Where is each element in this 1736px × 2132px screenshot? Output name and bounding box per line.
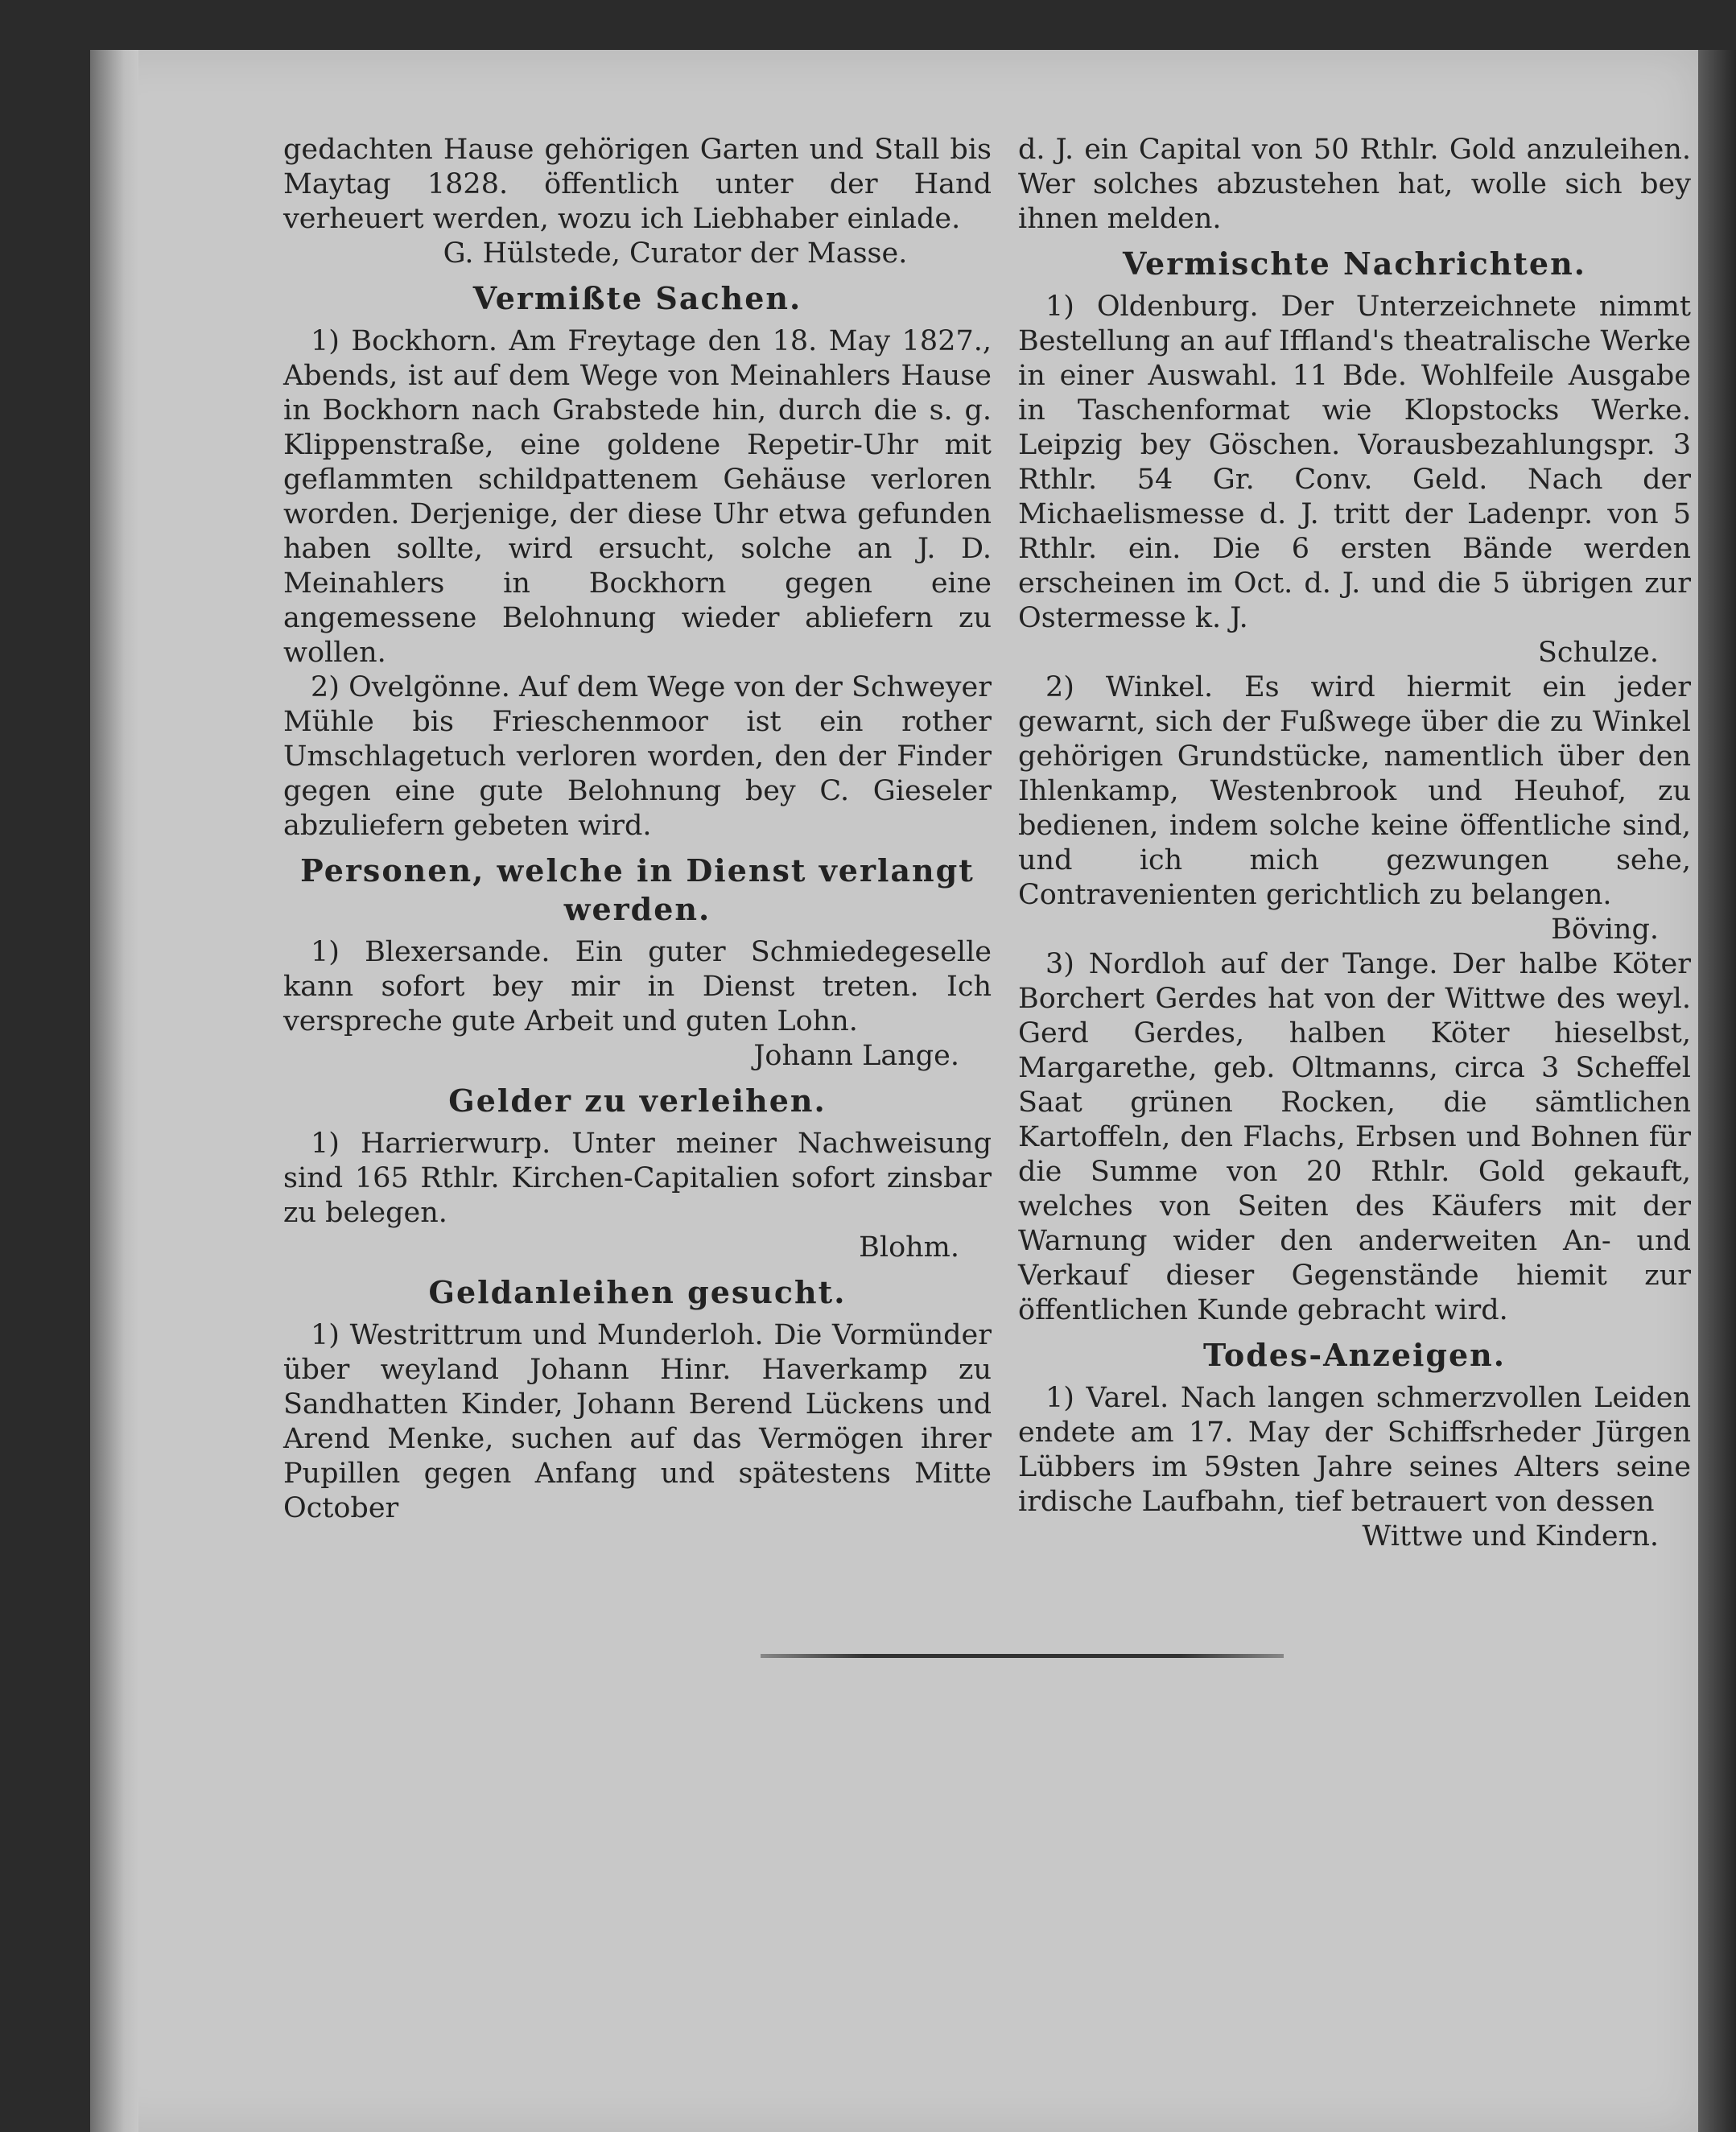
notice-ovelgoenne: 2) Ovelgönne. Auf dem Wege von der Schweyer Mühle bis Frieschenmoor ist ein rother Umschlagetuch verloren worden, den der Finder gegen eine gute Belohnung bey C. Gieseler abzuliefern gebeten wird.	[283, 671, 992, 842]
heading-money-to-lend: Gelder zu verleihen.	[448, 1082, 827, 1119]
signature-schulze: Schulze.	[1537, 637, 1659, 669]
heading-death-notices: Todes-Anzeigen.	[1202, 1337, 1507, 1373]
notice-winkel: 2) Winkel. Es wird hiermit ein jeder gewarnt, sich der Fußwege über die zu Winkel gehörigen Grundstücke, namentlich über den Ihlenkamp, Westenbrook und Heuhof, zu bedienen, indem solche keine öffentliche sind, und ich mich gezwungen sehe, Contravenienten gerichtlich zu belangen.	[1018, 671, 1691, 911]
signature-lange: Johann Lange.	[753, 1040, 959, 1072]
signature-blohm: Blohm.	[859, 1231, 959, 1264]
heading-loans-sought: Geldanleihen gesucht.	[428, 1274, 847, 1310]
paragraph-capital-loan: d. J. ein Capital von 50 Rthlr. Gold anzuleihen. Wer solches abzustehen hat, wolle sich bey ihnen melden.	[1018, 134, 1691, 235]
notice-nordloh: 3) Nordloh auf der Tange. Der halbe Köter Borchert Gerdes hat von der Wittwe des weyl. Gerd Gerdes, halben Köter hieselbst, Margarethe, geb. Oltmanns, circa 3 Scheffel Saat grünen Rocken, die sämtlichen Kartoffeln, den Flachs, Erbsen und Bohnen für die Summe von 20 Rthlr. Gold gekauft, welches von Seiten des Käufers mit der Warnung wider den anderweiten An- und Verkauf dieser Gegenstände hiemit zur öffentlichen Kunde gebracht wird.	[1018, 948, 1691, 1326]
paragraph-garden-lease: gedachten Hause gehörigen Garten und Stall bis Maytag 1828. öffentlich unter der Hand verheuert werden, wozu ich Liebhaber einlade.	[283, 134, 992, 235]
heading-lost-items: Vermißte Sachen.	[472, 280, 802, 316]
notice-varel: 1) Varel. Nach langen schmerzvollen Leiden endete am 17. May der Schiffsrheder Jürgen Lübbers im 59sten Jahre seines Alters seine irdische Laufbahn, tief betrauert von dessen	[1018, 1382, 1691, 1518]
closing-rule	[761, 1654, 1284, 1658]
page-edge-right	[1698, 50, 1736, 2132]
signature-huelstede: G. Hülstede, Curator der Masse.	[443, 237, 908, 270]
notice-westrittrum: 1) Westrittrum und Munderloh. Die Vormünder über weyland Johann Hinr. Haverkamp zu Sandhatten Kinder, Johann Berend Lückens und Arend Menke, suchen auf das Vermögen ihrer Pupillen gegen Anfang und spätestens Mitte October	[283, 1319, 992, 1524]
signature-boeving: Böving.	[1551, 913, 1659, 946]
heading-miscellaneous-news: Vermischte Nachrichten.	[1123, 245, 1586, 282]
notice-harrierwurp: 1) Harrierwurp. Unter meiner Nachweisung sind 165 Rthlr. Kirchen-Capitalien sofort zinsbar zu belegen.	[283, 1128, 992, 1229]
left-column	[283, 133, 992, 1526]
heading-persons-wanted: Personen, welche in Dienst verlangt werden.	[300, 852, 975, 927]
page-edge-left	[90, 50, 138, 2132]
notice-bockhorn: 1) Bockhorn. Am Freytage den 18. May 1827., Abends, ist auf dem Wege von Meinahlers Hause in Bockhorn nach Grabstede hin, durch die s. g. Klippenstraße, eine goldene Repetir-Uhr mit geflammten schildpattenem Gehäuse verloren worden. Derjenige, der diese Uhr etwa gefunden haben sollte, wird ersucht, solche an J. D. Meinahlers in Bockhorn gegen eine angemessene Belohnung wieder abliefern zu wollen.	[283, 325, 992, 669]
notice-oldenburg: 1) Oldenburg. Der Unterzeichnete nimmt Bestellung an auf Iffland's theatralische Werke in einer Auswahl. 11 Bde. Wohlfeile Ausgabe in Taschenformat wie Klopstocks Werke. Leipzig bey Göschen. Vorausbezahlungspr. 3 Rthlr. 54 Gr. Conv. Geld. Nach der Michaelismesse d. J. tritt der Ladenpr. von 5 Rthlr. ein. Die 6 ersten Bände werden erscheinen im Oct. d. J. und die 5 übrigen zur Ostermesse k. J.	[1018, 291, 1691, 634]
right-column	[1018, 133, 1691, 1554]
signature-widow-children: Wittwe und Kindern.	[1362, 1520, 1659, 1553]
notice-blexersande: 1) Blexersande. Ein guter Schmiedegeselle kann sofort bey mir in Dienst treten. Ich verspreche gute Arbeit und guten Lohn.	[283, 936, 992, 1037]
